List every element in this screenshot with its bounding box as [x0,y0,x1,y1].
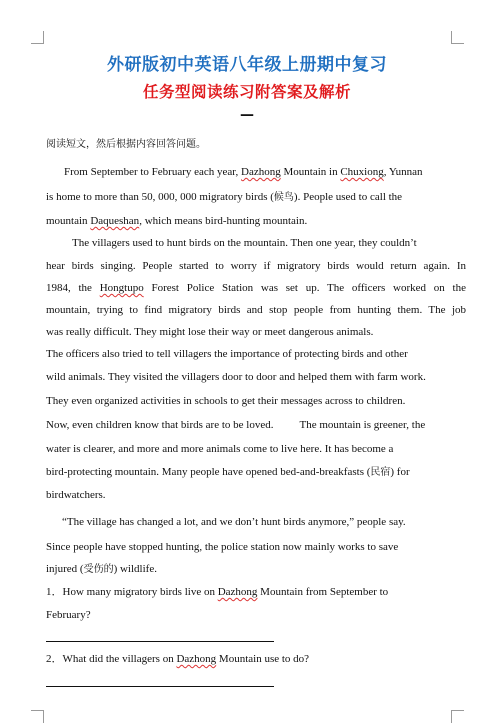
p3-line-1: The officers also tried to tell villagers the importance of protecting birds and other [46,348,408,360]
p2-line-4: mountain, trying to find migratory birds and stop people from hunting them. The job [46,304,466,316]
page-corner-mark-bottom-right [451,710,464,723]
p1-line-2: is home to more than 50, 000, 000 migratory birds (候鸟). People used to call the [46,191,403,203]
document-title: 外研版初中英语八年级上册期中复习 [107,55,387,75]
p3-line-6: bird-protecting mountain. Many people have opened bed-and-breakfasts (民宿) for [46,466,410,478]
p3-line-2: wild animals. They visited the villagers door to door and helped them with farm work. [46,371,426,383]
p2-line-3: 1984, the Hongtupo Forest Police Station was set up. The officers worked on the [46,282,466,294]
p2-line-1: The villagers used to hunt birds on the mountain. Then one year, they couldn’t [72,237,417,249]
p4-line-3: injured (受伤的) wildlife. [46,563,157,575]
title-dash: — [240,107,254,123]
p3-line-5: water is clearer, and more and more animals come to live here. It has become a [46,443,394,455]
p4-line-1: “The village has changed a lot, and we don’t hunt birds anymore,” people say. [62,516,406,528]
page-corner-mark-top-right [451,31,464,44]
instruction-text: 阅读短文，然后根据内容回答问题。 [46,139,206,150]
p3-line-7: birdwatchers. [46,489,106,501]
p1-line-1: From September to February each year, Dazhong Mountain in Chuxiong, Yunnan [64,166,423,178]
p4-line-2: Since people have stopped hunting, the police station now mainly works to save [46,541,399,553]
question-number: 1． [46,586,63,598]
question-number: 2． [46,653,63,665]
page-corner-mark-bottom-left [31,710,44,723]
answer-line-2[interactable] [46,686,274,687]
question-1: 1．How many migratory birds live on Dazhong Mountain from September to [46,586,389,598]
p3-line-3: They even organized activities in schools to get their messages across to children. [46,395,406,407]
document-subtitle: 任务型阅读练习附答案及解析 [142,83,351,101]
answer-line-1[interactable] [46,641,274,642]
p3-line-4: Now, even children know that birds are to be loved. The mountain is greener, the [46,419,426,431]
question-1-continued: February? [46,609,91,621]
p1-line-3: mountain Daqueshan, which means bird-hunting mountain. [46,215,308,227]
question-2: 2．What did the villagers on Dazhong Mountain use to do? [46,653,310,665]
p2-line-2: hear birds singing. People started to worry if migratory birds would return again. In [46,260,466,272]
p2-line-5: was really difficult. They might lose their way or meet dangerous animals. [46,326,374,338]
page-corner-mark-top-left [31,31,44,44]
